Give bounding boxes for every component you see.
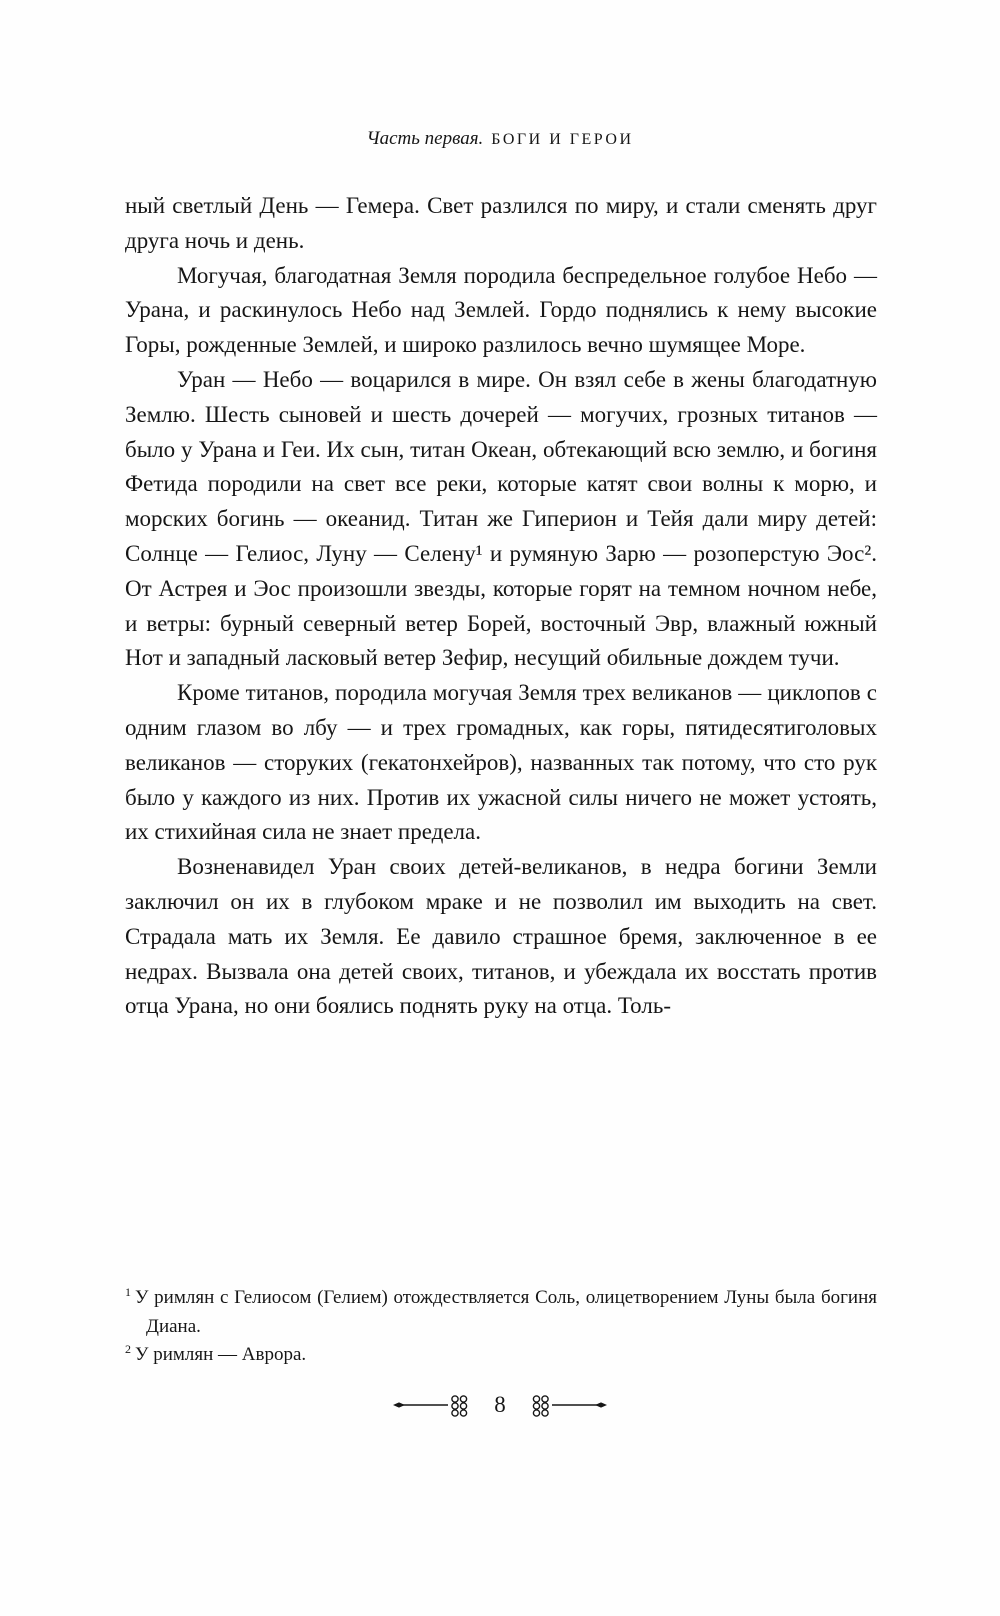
footnote — [125, 1341, 877, 1370]
running-head-part: Часть первая. — [366, 128, 484, 149]
paragraph: Уран — Небо — воцарился в мире. Он взял себе в жены благодатную Землю. Шесть сыновей и шесть дочерей — могучих, грозных титанов — было у Урана и Геи. Их сын, титан Океан, обтекающий всю землю, и богиня Фетида породили на свет все реки, которые катят свои волны к морю, и морских богинь — океанид. Титан же Гиперион и Тейя дали миру детей: Солнце — Гелиос, Луну — Селену¹ и румяную Зарю — розоперстую Эос². От Астрея и Эос произошли звезды, которые горят на темном ночном небе, и ветры: бурный северный ветер Борей, восточный Эвр, влажный южный Нот и западный ласковый ветер Зефир, несущий обильные дождем тучи. — [125, 366, 877, 671]
footnote-text: У римлян — Аврора. — [135, 1344, 307, 1365]
footnotes — [125, 1284, 877, 1370]
page-footer — [0, 1390, 1000, 1420]
footnote — [125, 1284, 877, 1341]
paragraph: Кроме титанов, породила могучая Земля трех великанов — циклопов с одним глазом во лбу — и трех громадных, как горы, пятидесятиголовых великанов — сторуких (гекатонхейров), названных так потому, что сто рук было у каждого из них. Против их ужасной силы ничего не может устоять, их стихийная сила не знает предела. — [125, 680, 877, 845]
running-head-title: БОГИ И ГЕРОИ — [491, 131, 634, 148]
footnote-text: У римлян с Гелиосом (Гелием) отождествляется Соль, олицетворением Луны была богиня Диана. — [135, 1287, 877, 1337]
ornament-right-icon — [520, 1393, 608, 1417]
page-body — [125, 189, 877, 1024]
paragraph: Возненавидел Уран своих детей-великанов, в недра богини Земли заключил он их в глубоком мраке и не позволил им выходить на свет. Страдала мать их Земля. Ее давило страшное бремя, заключенное в ее недрах. Вызвала она детей своих, титанов, и убеждала их восстать против отца Урана, но они боялись поднять руку на отца. Толь- — [125, 854, 877, 1019]
paragraph: ный светлый День — Гемера. Свет разлился по миру, и стали сменять друг друга ночь и день. — [125, 193, 877, 253]
footnote-marker: 1 — [125, 1284, 131, 1299]
running-head — [0, 128, 1000, 150]
page-number: 8 — [494, 1392, 506, 1417]
paragraph: Могучая, благодатная Земля породила беспредельное голубое Небо — Урана, и раскинулось Небо над Землей. Гордо поднялись к нему высокие Горы, рожденные Землей, и широко разлилось вечно шумящее Море. — [125, 262, 877, 358]
ornament-left-icon — [392, 1393, 480, 1417]
footnote-marker: 2 — [125, 1341, 131, 1356]
